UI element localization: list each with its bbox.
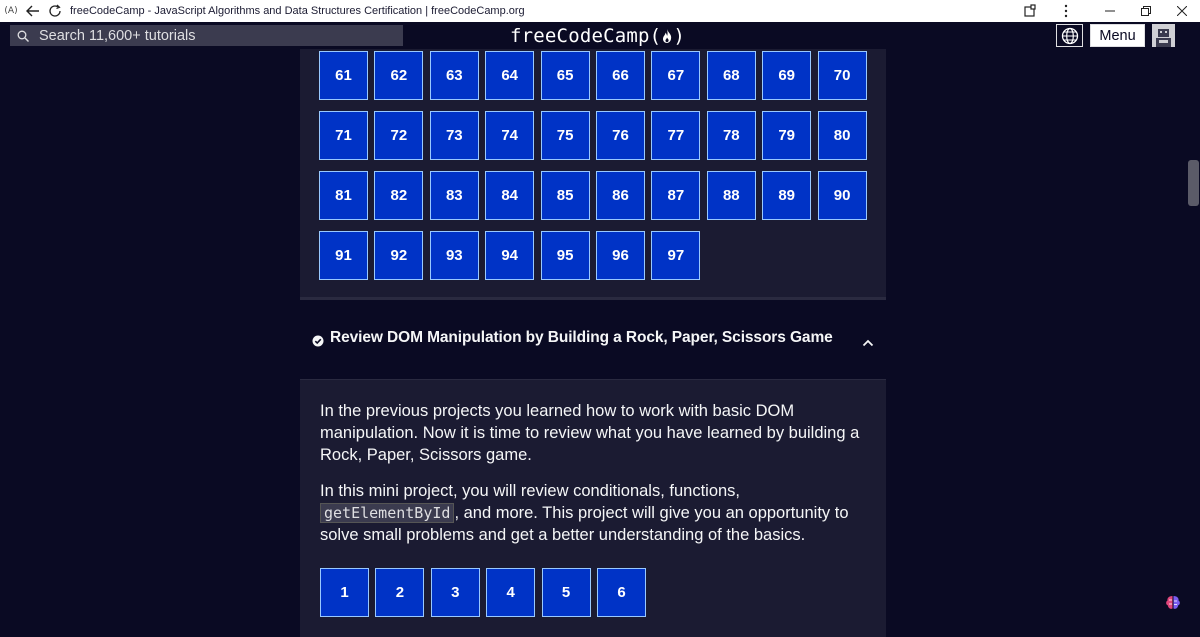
step-button-67[interactable]: 67 [651, 51, 700, 100]
step-button-88[interactable]: 88 [707, 171, 756, 220]
step-button-70[interactable]: 70 [818, 51, 867, 100]
step-button-68[interactable]: 68 [707, 51, 756, 100]
page-title: freeCodeCamp - JavaScript Algorithms and Data Structures Certification | freeCodeCamp.org [70, 5, 525, 17]
search-icon [10, 30, 36, 42]
browser-titlebar [0, 0, 1200, 22]
step-button-64[interactable]: 64 [485, 51, 534, 100]
step-button-83[interactable]: 83 [430, 171, 479, 220]
reload-icon[interactable] [44, 0, 66, 22]
step-button-89[interactable]: 89 [762, 171, 811, 220]
step-button-87[interactable]: 87 [651, 171, 700, 220]
desc-text-start: In this mini project, you will review conditionals, functions, [320, 482, 741, 500]
more-options-icon[interactable] [1048, 0, 1084, 22]
language-button[interactable] [1056, 24, 1083, 47]
section-header[interactable] [300, 300, 886, 380]
globe-icon [1061, 27, 1079, 45]
browser-controls [1012, 0, 1200, 22]
section-body [300, 380, 886, 637]
flame-icon [661, 28, 673, 44]
step-button-92[interactable]: 92 [374, 231, 423, 280]
inline-code: getElementById [320, 503, 454, 523]
scrollbar-track[interactable] [1187, 49, 1200, 637]
main-content [300, 49, 886, 637]
step-button-5[interactable]: 5 [542, 568, 591, 617]
search-box[interactable] [10, 25, 403, 46]
step-button-3[interactable]: 3 [431, 568, 480, 617]
scrollbar-thumb[interactable] [1188, 160, 1199, 206]
step-button-79[interactable]: 79 [762, 111, 811, 160]
step-button-73[interactable]: 73 [430, 111, 479, 160]
step-button-6[interactable]: 6 [597, 568, 646, 617]
step-button-90[interactable]: 90 [818, 171, 867, 220]
restore-icon[interactable] [1128, 0, 1164, 22]
brand-close-paren: ) [673, 24, 685, 47]
section-title: Review DOM Manipulation by Building a Rock, Paper, Scissors Game [330, 329, 833, 346]
previous-section-panel [300, 49, 886, 297]
step-button-1[interactable]: 1 [320, 568, 369, 617]
step-button-86[interactable]: 86 [596, 171, 645, 220]
back-arrow-icon[interactable] [22, 0, 44, 22]
step-button-94[interactable]: 94 [485, 231, 534, 280]
minimize-icon[interactable] [1092, 0, 1128, 22]
section-intro: In the previous projects you learned how to work with basic DOM manipulation. Now it is time to review what you have learned by building a Rock, Paper, Scissors game. [320, 402, 860, 464]
step-button-81[interactable]: 81 [319, 171, 368, 220]
step-button-76[interactable]: 76 [596, 111, 645, 160]
step-button-95[interactable]: 95 [541, 231, 590, 280]
step-button-77[interactable]: 77 [651, 111, 700, 160]
step-button-72[interactable]: 72 [374, 111, 423, 160]
step-button-2[interactable]: 2 [375, 568, 424, 617]
section-description [320, 480, 860, 546]
step-button-63[interactable]: 63 [430, 51, 479, 100]
step-button-82[interactable]: 82 [374, 171, 423, 220]
step-button-78[interactable]: 78 [707, 111, 756, 160]
step-button-80[interactable]: 80 [818, 111, 867, 160]
search-input[interactable] [36, 28, 386, 44]
step-button-71[interactable]: 71 [319, 111, 368, 160]
site-logo[interactable] [510, 23, 685, 48]
step-button-75[interactable]: 75 [541, 111, 590, 160]
step-button-91[interactable]: 91 [319, 231, 368, 280]
app-badge: (A) [4, 6, 18, 16]
step-button-84[interactable]: 84 [485, 171, 534, 220]
step-button-4[interactable]: 4 [486, 568, 535, 617]
step-button-62[interactable]: 62 [374, 51, 423, 100]
brand-open-paren: ( [649, 24, 662, 47]
desc-text-end: , and more. This project will give you an opportunity to solve small problems and get a better understanding of the basics. [320, 504, 849, 544]
user-avatar[interactable] [1152, 24, 1175, 47]
step-button-85[interactable]: 85 [541, 171, 590, 220]
step-button-65[interactable]: 65 [541, 51, 590, 100]
step-button-66[interactable]: 66 [596, 51, 645, 100]
chevron-up-icon[interactable] [862, 334, 874, 352]
step-button-61[interactable]: 61 [319, 51, 368, 100]
step-button-69[interactable]: 69 [762, 51, 811, 100]
brand-name: freeCodeCamp [510, 24, 650, 47]
close-icon[interactable] [1164, 0, 1200, 22]
step-button-97[interactable]: 97 [651, 231, 700, 280]
step-button-93[interactable]: 93 [430, 231, 479, 280]
site-navbar [0, 22, 1200, 49]
brain-extension-icon[interactable] [1162, 592, 1184, 614]
step-button-96[interactable]: 96 [596, 231, 645, 280]
menu-button[interactable]: Menu [1090, 24, 1145, 47]
step-button-74[interactable]: 74 [485, 111, 534, 160]
check-circle-icon [312, 334, 324, 352]
extensions-icon[interactable] [1012, 0, 1048, 22]
